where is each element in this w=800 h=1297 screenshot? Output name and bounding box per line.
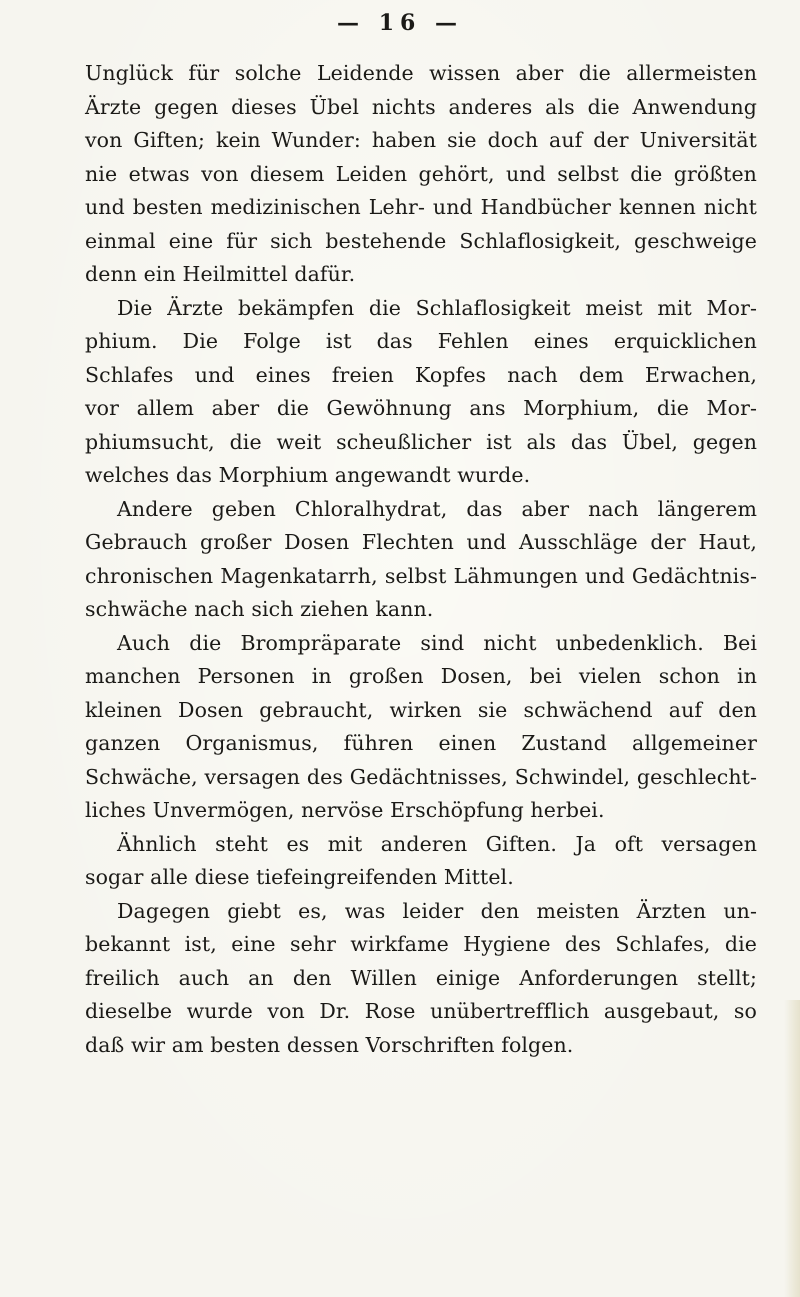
text-line: liches Unvermögen, nervöse Erschöpfung herbei. <box>85 798 605 822</box>
text-line: einmal eine für sich bestehende Schlaflosigkeit, geschweige <box>85 228 757 253</box>
text-line: Auch die Brompräparate sind nicht unbedenklich. Bei <box>117 630 757 655</box>
text-line: chronischen Magenkatarrh, selbst Lähmungen und Gedächtnis- <box>85 563 757 588</box>
text-line: Andere geben Chloralhydrat, das aber nach längerem <box>117 496 757 521</box>
text-line: und besten medizinischen Lehr- und Handbücher kennen nicht <box>85 195 757 219</box>
text-line: denn ein Heilmittel dafür. <box>85 262 356 286</box>
text-line: kleinen Dosen gebraucht, wirken sie schwächend auf den <box>85 697 757 722</box>
text-line: vor allem aber die Gewöhnung ans Morphium, die Mor- <box>85 396 757 420</box>
text-line: welches das Morphium angewandt wurde. <box>85 463 531 487</box>
text-line: freilich auch an den Willen einige Anforderungen stellt; <box>85 965 757 990</box>
text-line: sogar alle diese tiefeingreifenden Mittel. <box>85 865 514 889</box>
text-line: phiumsucht, die weit scheußlicher ist als das Übel, gegen <box>85 429 757 454</box>
text-line: Die Ärzte bekämpfen die Schlaflosigkeit meist mit Mor- <box>117 295 757 320</box>
body-text <box>85 57 757 1062</box>
text-line: Schwäche, versagen des Gedächtnisses, Schwindel, geschlecht- <box>85 764 757 789</box>
text-line: Gebrauch großer Dosen Flechten und Ausschläge der Haut, <box>85 530 757 554</box>
text-line: phium. Die Folge ist das Fehlen eines erquicklichen <box>85 329 757 353</box>
text-line: bekannt ist, eine sehr wirkfame Hygiene des Schlafes, die <box>85 932 757 956</box>
text-line: Ärzte gegen dieses Übel nichts anderes als die Anwendung <box>85 94 757 119</box>
text-line: dieselbe wurde von Dr. Rose unübertrefflich ausgebaut, so <box>85 999 757 1023</box>
text-line: daß wir am besten dessen Vorschriften folgen. <box>85 1032 574 1057</box>
text-line: manchen Personen in großen Dosen, bei vielen schon in <box>85 664 757 688</box>
text-line: Schlafes und eines freien Kopfes nach dem Erwachen, <box>85 362 757 387</box>
text-line: Dagegen giebt es, was leider den meisten Ärzten un- <box>117 898 757 923</box>
text-line: Unglück für solche Leidende wissen aber die allermeisten <box>85 61 757 85</box>
page-edge-stain <box>784 1000 800 1297</box>
text-line: von Giften; kein Wunder: haben sie doch auf der Universität <box>85 128 757 152</box>
page-number: — 16 — <box>337 10 463 36</box>
text-line: Ähnlich steht es mit anderen Giften. Ja oft versagen <box>117 831 757 856</box>
text-line: nie etwas von diesem Leiden gehört, und selbst die größten <box>85 161 757 186</box>
text-line: ganzen Organismus, führen einen Zustand allgemeiner <box>85 731 757 755</box>
text-line: schwäche nach sich ziehen kann. <box>85 597 434 621</box>
